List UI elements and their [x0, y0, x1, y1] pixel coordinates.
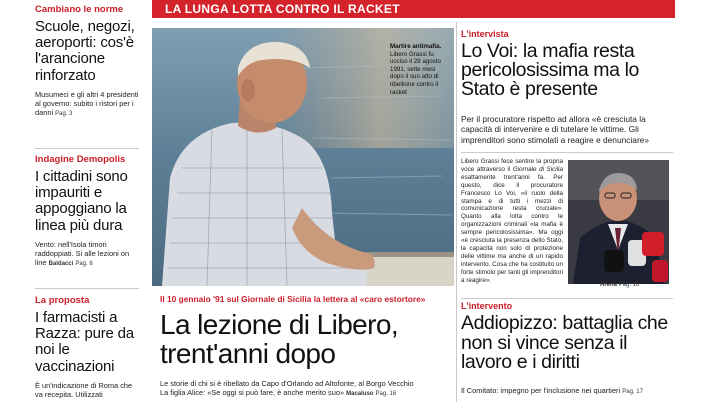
left-story-2-page: Pag. 6 [75, 260, 93, 267]
main-story-page: Pag. 16 [375, 391, 397, 397]
left-story-1[interactable] [35, 4, 139, 119]
lo-voi-portrait [568, 160, 669, 284]
right-divider-2 [461, 298, 673, 299]
left-divider-2 [35, 288, 139, 289]
column-divider [456, 22, 457, 402]
main-story-body [160, 379, 458, 399]
right-divider-1 [461, 152, 673, 153]
right-story-2-summary: Il Comitato: impegno per l'inclusione nei quartieri [461, 386, 621, 395]
right-story-1-sub: Per il procuratore rispetto ad allora «è cresciuta la capacità di intervenire e di tutelare le vittime. Gli imprenditori sono stimolati a reagire e denunciare» [461, 114, 650, 145]
left-story-1-page: Pag. 3 [55, 110, 73, 117]
right-body-part-b: esattamente trent'anni fa. Per questo, dice il procuratore Francesco Lo Voi, «il ruolo della stampa e di tutti i mezzi di comunicazione resta cruciale». Quanto alla lotta contro le organizzazioni criminali «la mafia è sempre pericolosissima». Ma oggi «è cresciuta la presenza dello Stato, la capacità non solo di protezione delle vittime ma anche di un rapido intervento. Cosa che ha costituito un forte stimolo per tanti gli imprenditori a reagire». [461, 173, 563, 284]
right-story-1-page: Pag. 16 [618, 282, 640, 288]
left-divider-1 [35, 148, 139, 149]
left-story-3[interactable] [35, 295, 139, 399]
right-story-1-body [461, 158, 563, 285]
right-body-part-a: Libero Grassi fece sentire la propria voce attraverso il [461, 158, 563, 173]
right-story-1-ref [600, 282, 639, 288]
left-story-2-author: Baldacci [48, 260, 74, 267]
section-banner: LA LUNGA LOTTA CONTRO IL RACKET [152, 0, 675, 18]
lo-voi-photo [568, 160, 669, 284]
left-story-3-kicker: La proposta [35, 295, 90, 306]
left-story-3-body: È un'indicazione di Roma che va recepita. Utilizzati [35, 380, 133, 399]
main-body-line-1: Le storie di chi si è ribellato da Capo d'Orlando ad Altofonte, al Borgo Vecchio [160, 379, 414, 388]
main-story-kicker: Il 10 gennaio '91 sul Giornale di Sicilia la lettera al «caro estortore» [160, 294, 426, 304]
left-story-2-body [35, 240, 139, 269]
photo-caption [390, 43, 450, 96]
left-story-2[interactable] [35, 154, 139, 269]
right-story-1-headline[interactable]: Lo Voi: la mafia resta pericolosissima ma lo Stato è presente [461, 40, 639, 100]
right-story-2-headline[interactable]: Addiopizzo: battaglia che non si vince senza il lavoro e i diritti [461, 312, 668, 373]
right-story-1-author: Arena [600, 282, 618, 288]
main-body-quote: La figlia Alice: «Se oggi si può fare, è anche merito suo» [160, 388, 345, 397]
photo-caption-title: Martire antimafia. [390, 43, 442, 50]
left-story-2-summary: Vento: nell'Isola timori raddoppiati. Si alle lezioni on line [35, 239, 130, 267]
right-story-2-kicker: L'intervento [461, 301, 513, 311]
right-body-emphasis: Giornale di Sicilia [512, 165, 563, 173]
left-story-1-headline[interactable]: Scuole, negozi, aeroporti: cos'è l'arancione rinforzato [35, 18, 135, 84]
main-story-headline[interactable] [160, 310, 460, 368]
main-headline-line-1: La lezione di Libero, [160, 309, 399, 340]
right-story-2-page: Pag. 17 [622, 389, 643, 395]
right-story-2-sub [461, 386, 675, 397]
left-story-1-kicker: Cambiano le norme [35, 4, 124, 15]
left-story-2-headline[interactable]: I cittadini sono impauriti e appoggiano la linea più dura [35, 168, 128, 234]
main-headline-line-2: trent'anni dopo [160, 338, 336, 369]
left-story-1-body [35, 90, 139, 119]
left-story-1-summary: Musumeci e gli altri 4 presidenti al governo: subito i ristori per i danni [35, 89, 139, 117]
left-story-2-kicker: Indagine Demopolis [35, 154, 126, 165]
main-story-author: Macaluso [346, 391, 374, 397]
photo-caption-text: Libero Grassi fu ucciso il 29 agosto 1991, sette mesi dopo il suo atto di ribellione contro il racket [390, 50, 441, 96]
right-story-1-kicker: L'intervista [461, 29, 509, 39]
left-story-3-headline[interactable]: I farmacisti a Razza: pure da noi le vaccinazioni [35, 309, 134, 375]
main-body-line-2 [160, 388, 458, 399]
